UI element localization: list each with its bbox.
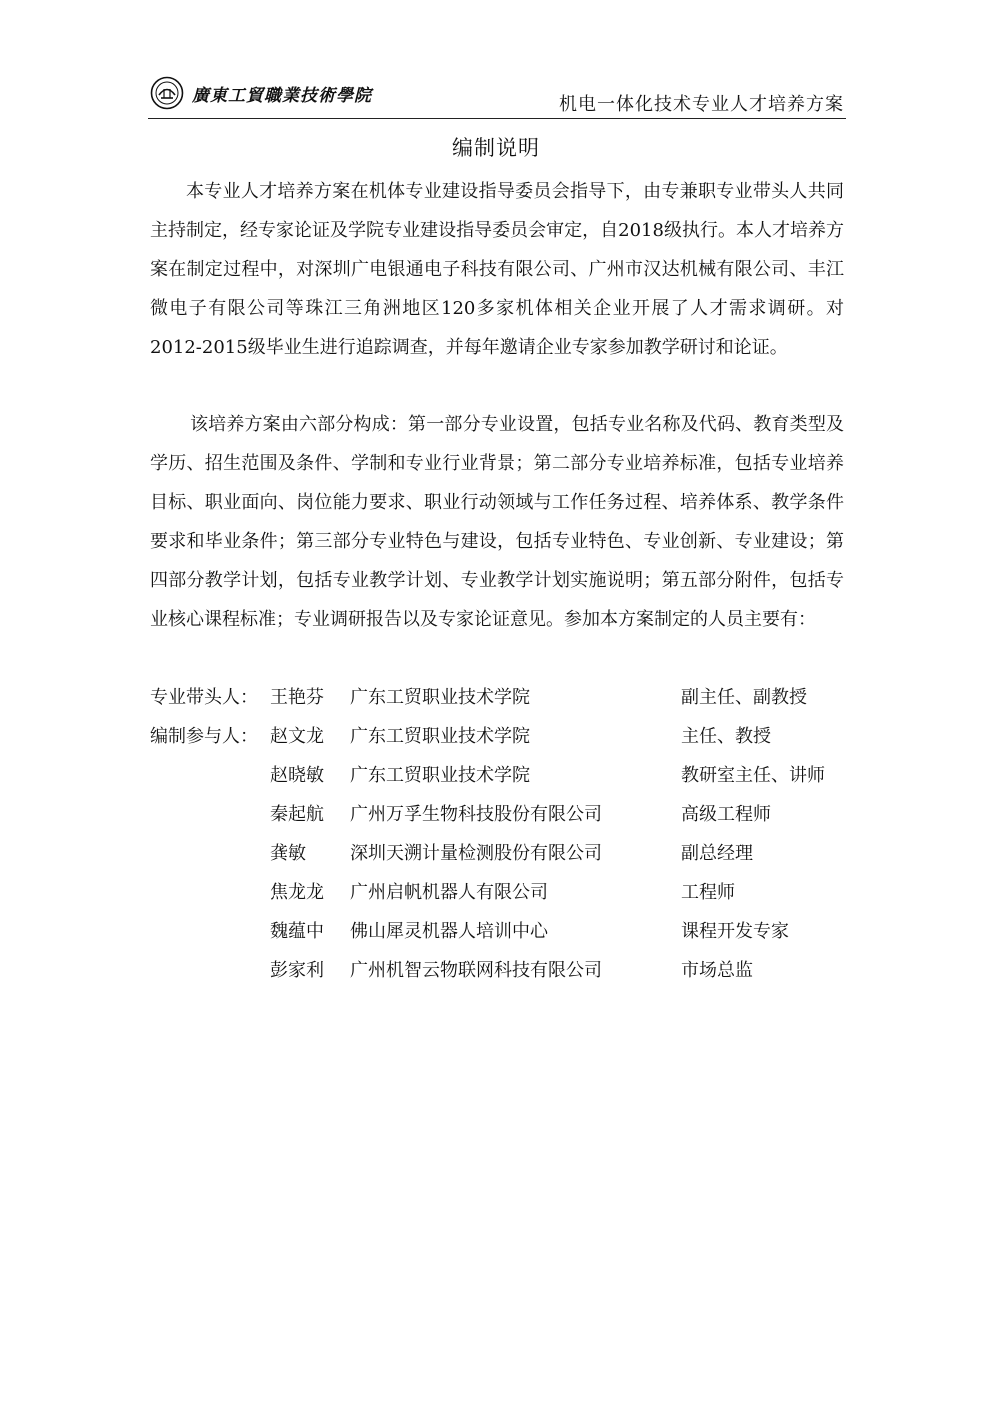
person-name: 彭家利 [270, 960, 324, 981]
person-position: 教研室主任、讲师 [681, 765, 825, 786]
person-row [150, 678, 850, 717]
person-position: 工程师 [681, 882, 735, 903]
person-row [150, 795, 850, 834]
person-name: 王艳芬 [270, 687, 324, 708]
person-position: 高级工程师 [681, 804, 771, 825]
person-position: 课程开发专家 [681, 921, 789, 942]
person-organization: 佛山犀灵机器人培训中心 [350, 921, 548, 942]
person-row [150, 717, 850, 756]
person-organization: 广州万孚生物科技股份有限公司 [350, 804, 602, 825]
person-row [150, 873, 850, 912]
structure-paragraph: 该培养方案由六部分构成：第一部分专业设置，包括专业名称及代码、教育类型及学历、招生范围及条件、学制和专业行业背景；第二部分专业培养标准，包括专业培养目标、职业面向、岗位能力要求、职业行动领域与工作任务过程、培养体系、教学条件要求和毕业条件；第三部分专业特色与建设，包括专业特色、专业创新、专业建设；第四部分教学计划，包括专业教学计划、专业教学计划实施说明；第五部分附件，包括专业核心课程标准；专业调研报告以及专家论证意见。参加本方案制定的人员主要有： [150, 414, 844, 630]
person-name: 赵晓敏 [270, 765, 324, 786]
person-organization: 广州启帆机器人有限公司 [350, 882, 548, 903]
person-position: 副主任、副教授 [681, 687, 807, 708]
role-label: 专业带头人： [150, 687, 258, 708]
person-organization: 广州机智云物联网科技有限公司 [350, 960, 602, 981]
person-name: 赵文龙 [270, 726, 324, 747]
person-position: 市场总监 [681, 960, 753, 981]
person-name: 秦起航 [270, 804, 324, 825]
intro-paragraph: 本专业人才培养方案在机体专业建设指导委员会指导下，由专兼职专业带头人共同主持制定，经专家论证及学院专业建设指导委员会审定，自2018级执行。本人才培养方案在制定过程中，对深圳广电银通电子科技有限公司、广州市汉达机械有限公司、丰江微电子有限公司等珠江三角洲地区120多家机体相关企业开展了人才需求调研。对2012-2015级毕业生进行追踪调查，并每年邀请企业专家参加教学研讨和论证。 [150, 181, 844, 358]
document-title: 机电一体化技术专业人才培养方案 [559, 94, 844, 115]
person-row [150, 951, 850, 990]
page-header [148, 70, 846, 119]
school-name: 廣東工貿職業技術學院 [192, 85, 372, 106]
person-organization: 深圳天溯计量检测股份有限公司 [350, 843, 602, 864]
person-position: 主任、教授 [681, 726, 771, 747]
page-title: 编制说明 [452, 136, 540, 160]
person-organization: 广东工贸职业技术学院 [350, 726, 530, 747]
person-row [150, 912, 850, 951]
person-organization: 广东工贸职业技术学院 [350, 687, 530, 708]
school-seal-icon [150, 76, 184, 110]
person-row [150, 756, 850, 795]
person-position: 副总经理 [681, 843, 753, 864]
person-row [150, 834, 850, 873]
person-name: 魏蕴中 [270, 921, 324, 942]
person-name: 焦龙龙 [270, 882, 324, 903]
person-organization: 广东工贸职业技术学院 [350, 765, 530, 786]
school-logo [150, 76, 372, 110]
person-name: 龚敏 [270, 843, 306, 864]
role-label: 编制参与人： [150, 726, 258, 747]
